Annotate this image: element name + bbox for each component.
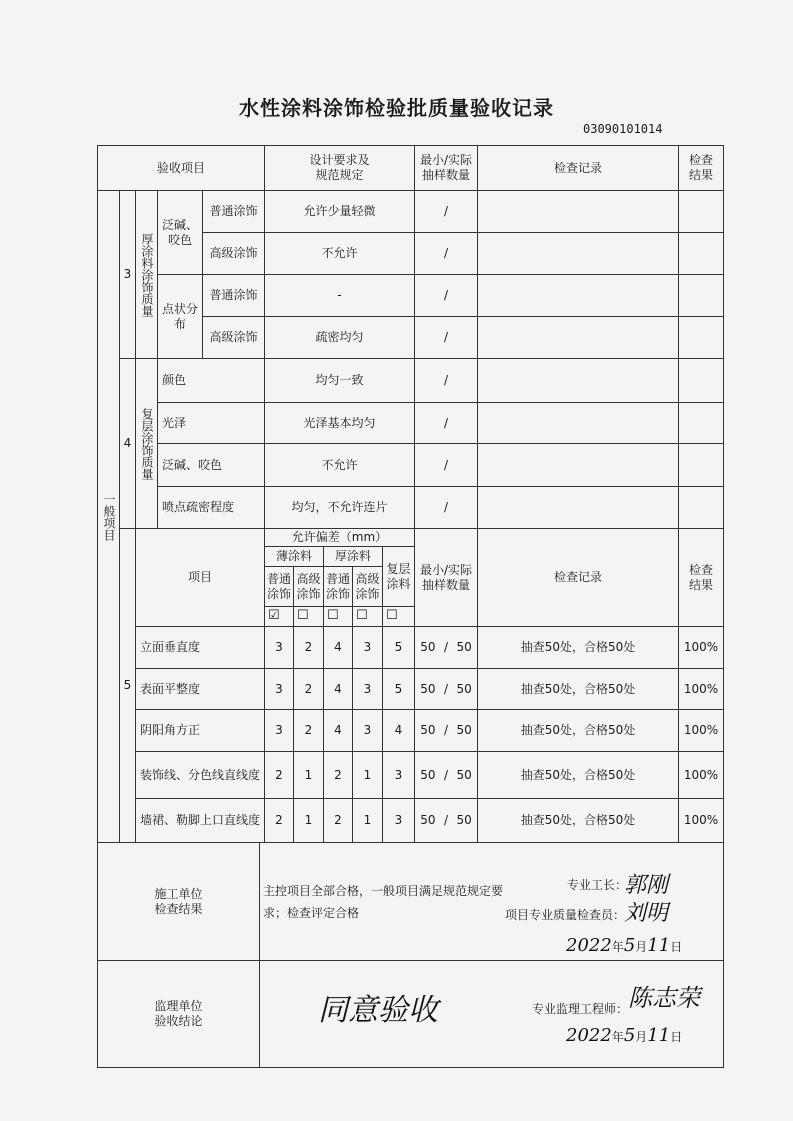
tolerance-value — [382, 798, 415, 843]
tolerance-value-text: 1 — [304, 767, 313, 782]
group4-item — [157, 358, 265, 403]
group3-requirement — [264, 190, 415, 233]
group3-grade — [202, 232, 265, 275]
check-result-text: 100% — [683, 640, 719, 654]
group3-number-text: 3 — [123, 267, 132, 281]
sample-count — [414, 751, 478, 799]
thick-coating-header-text: 厚涂料 — [334, 549, 371, 563]
construction-text: 主控项目全部合格，一般项目满足规范规定要求；检查评定合格 — [263, 884, 504, 920]
tolerance-value-text: 2 — [275, 813, 283, 827]
thin-coating-header-text: 薄涂料 — [275, 549, 312, 563]
tolerance-value-text: 1 — [304, 813, 313, 827]
sample-min: 50 — [420, 723, 436, 737]
tolerance-value — [264, 668, 294, 710]
tolerance-value-text: 3 — [363, 681, 372, 696]
check-record — [477, 626, 679, 669]
check-record — [477, 751, 679, 799]
date-year-unit: 年 — [611, 1030, 624, 1044]
check-result-text: 100% — [683, 813, 719, 827]
inspector-label: 项目专业质量检查员： — [505, 908, 626, 922]
tolerance-header-text: 允许偏差（mm） — [291, 530, 388, 544]
check-result-text: 100% — [683, 723, 719, 737]
group5-sample-header-text: 最小/实际 抽样数量 — [419, 562, 473, 592]
supervision-signature: 同意验收 — [318, 993, 438, 1028]
group3-grade — [202, 190, 265, 233]
group4-requirement — [264, 402, 415, 444]
coating-subheader — [264, 566, 294, 607]
thick-coating-header — [323, 546, 383, 567]
date-year: 2022 — [566, 1025, 612, 1046]
group4-sample — [414, 402, 478, 444]
sample-sep: / — [443, 640, 448, 654]
sample-sep: / — [443, 813, 448, 827]
date-day: 11 — [647, 1025, 671, 1046]
group3-record — [477, 316, 679, 359]
tolerance-item — [135, 626, 265, 669]
header-result — [678, 145, 724, 191]
group4-result — [678, 358, 724, 403]
tolerance-value-text: 4 — [334, 723, 342, 737]
group4-item — [157, 402, 265, 444]
group3-sample — [414, 274, 478, 317]
coating-checkbox-text: ☑ — [268, 608, 280, 624]
header-record-text: 检查记录 — [553, 160, 602, 175]
engineer-label: 专业监理工程师： — [532, 1002, 629, 1016]
tolerance-value-text: 5 — [394, 681, 403, 696]
tolerance-value-text: 1 — [363, 813, 372, 827]
header-sample — [414, 145, 478, 191]
group3-grade-text: 高级涂饰 — [209, 330, 258, 344]
group3-label-text: 厚涂料涂饰质量 — [140, 232, 154, 317]
tolerance-value-text: 2 — [304, 723, 313, 737]
group4-requirement-text: 不允许 — [321, 457, 358, 472]
tolerance-value — [264, 798, 294, 843]
group4-item-text: 光泽 — [162, 415, 187, 430]
check-record-text: 抽查50处，合格50处 — [520, 813, 636, 827]
tolerance-item-text: 装饰线、分色线直线度 — [140, 767, 261, 782]
header-record — [477, 145, 679, 191]
tolerance-value-text: 2 — [304, 681, 313, 696]
sample-min: 50 — [420, 767, 436, 782]
header-item — [97, 145, 265, 191]
group3-requirement-text: 不允许 — [321, 246, 358, 260]
tolerance-value — [293, 626, 324, 669]
tolerance-value-text: 5 — [394, 640, 403, 654]
check-result — [678, 668, 724, 710]
record-code: 03090101014 — [583, 122, 663, 136]
sample-count — [414, 668, 478, 710]
coating-checkbox[interactable] — [264, 606, 294, 627]
group4-record — [477, 402, 679, 444]
tolerance-item — [135, 798, 265, 843]
group4-record — [477, 486, 679, 529]
group4-record — [477, 443, 679, 487]
tolerance-value-text: 3 — [275, 723, 283, 737]
group4-sample-text: / — [443, 373, 449, 387]
group3-grade — [202, 316, 265, 359]
construction-label — [97, 842, 260, 961]
group3-record — [477, 232, 679, 275]
tolerance-value — [293, 798, 324, 843]
sample-count — [414, 626, 478, 669]
coating-subheader-text: 普通涂饰 — [266, 571, 291, 601]
tolerance-value — [352, 626, 383, 669]
tolerance-header — [264, 528, 415, 547]
tolerance-value-text: 3 — [394, 767, 403, 782]
coating-checkbox-text: ☐ — [386, 608, 398, 624]
construction-date — [566, 935, 682, 956]
group3-grade-text: 普通涂饰 — [209, 288, 258, 302]
group5-record-header-text: 检查记录 — [553, 570, 602, 584]
group3-grade — [202, 274, 265, 317]
date-year: 2022 — [566, 935, 612, 956]
tolerance-value — [352, 751, 383, 799]
coating-subheader — [352, 566, 383, 607]
check-record — [477, 709, 679, 752]
tolerance-value — [264, 751, 294, 799]
date-day-unit: 日 — [670, 1030, 683, 1044]
tolerance-value-text: 4 — [394, 723, 403, 737]
check-record — [477, 668, 679, 710]
coating-checkbox-text: ☐ — [327, 608, 339, 624]
date-month: 5 — [623, 1025, 636, 1046]
sample-min: 50 — [420, 813, 436, 827]
tolerance-value — [293, 751, 324, 799]
sample-act: 50 — [456, 681, 472, 696]
tolerance-item — [135, 709, 265, 752]
coating-checkbox[interactable] — [382, 606, 415, 627]
tolerance-value-text: 2 — [334, 813, 342, 827]
coating-checkbox-text: ☐ — [356, 608, 368, 624]
sample-sep: / — [443, 723, 448, 737]
group5-number-text: 5 — [123, 678, 132, 692]
coating-subheader — [323, 566, 353, 607]
group4-requirement — [264, 443, 415, 487]
header-design — [264, 145, 415, 191]
sample-count — [414, 709, 478, 752]
group3-sample — [414, 316, 478, 359]
group4-label-text: 复层涂饰质量 — [140, 407, 154, 480]
group5-record-header — [477, 528, 679, 627]
inspector-signature: 刘明 — [624, 901, 669, 926]
tolerance-value — [382, 709, 415, 752]
tolerance-value-text: 3 — [275, 640, 283, 654]
group5-result-header — [678, 528, 724, 627]
group4-requirement-text: 光泽基本均匀 — [303, 415, 376, 430]
group4-requirement-text: 均匀，不允许连片 — [291, 500, 388, 514]
group4-requirement — [264, 358, 415, 403]
group3-result — [678, 316, 724, 359]
group4-item-text: 颜色 — [162, 373, 187, 387]
sample-count — [414, 798, 478, 843]
multi-coating-header-text: 复层涂料 — [386, 561, 411, 591]
group4-sample — [414, 358, 478, 403]
tolerance-item-text: 表面平整度 — [140, 681, 201, 696]
tolerance-value — [352, 709, 383, 752]
multi-coating-header — [382, 546, 415, 607]
group4-sample-text: / — [443, 500, 449, 514]
tolerance-value-text: 2 — [334, 767, 342, 782]
header-sample-text: 最小/实际 抽样数量 — [419, 153, 473, 182]
group5-number — [119, 528, 136, 843]
group3-result — [678, 232, 724, 275]
tolerance-value — [293, 668, 324, 710]
sample-min: 50 — [420, 681, 436, 696]
tolerance-value — [382, 668, 415, 710]
group3-sub-spot-distribution-text: 点状分布 — [161, 301, 198, 331]
coating-checkbox[interactable] — [323, 606, 353, 627]
group4-item-text: 泛碱、咬色 — [162, 457, 223, 472]
date-day: 11 — [647, 935, 671, 956]
foreman-label: 专业工长： — [567, 878, 628, 892]
supervision-date — [566, 1025, 682, 1046]
tolerance-value-text: 3 — [394, 813, 403, 827]
group3-sub-efflorescence — [157, 190, 203, 275]
group4-item-text: 喷点疏密程度 — [162, 500, 235, 514]
coating-checkbox-text: ☐ — [297, 608, 309, 624]
group3-requirement-text: - — [337, 288, 342, 302]
tolerance-value-text: 2 — [275, 767, 283, 782]
group5-sample-header — [414, 528, 478, 627]
tolerance-item — [135, 751, 265, 799]
tolerance-value — [323, 751, 353, 799]
group3-sample — [414, 232, 478, 275]
group3-requirement — [264, 274, 415, 317]
group3-sub-spot-distribution — [157, 274, 203, 359]
group3-requirement — [264, 232, 415, 275]
group3-sub-efflorescence-text: 泛碱、咬色 — [161, 217, 198, 247]
group4-number-text: 4 — [123, 436, 132, 450]
tolerance-item — [135, 668, 265, 710]
sample-act: 50 — [456, 640, 472, 654]
check-result — [678, 709, 724, 752]
group3-sample-text: / — [443, 204, 449, 218]
date-day-unit: 日 — [670, 940, 683, 954]
tolerance-value — [323, 668, 353, 710]
group4-record — [477, 358, 679, 403]
group4-number — [119, 358, 136, 529]
group3-sample — [414, 190, 478, 233]
tolerance-value-text: 4 — [334, 640, 342, 654]
group4-result — [678, 486, 724, 529]
sample-sep: / — [443, 681, 448, 696]
group4-sample-text: / — [443, 415, 449, 430]
tolerance-value-text: 2 — [304, 640, 313, 654]
sample-sep: / — [443, 767, 448, 782]
tolerance-value — [323, 798, 353, 843]
group5-result-header-text: 检查 结果 — [688, 562, 713, 592]
group3-result — [678, 274, 724, 317]
group4-sample — [414, 486, 478, 529]
group4-label — [135, 358, 158, 529]
group3-label — [135, 190, 158, 359]
date-month-unit: 月 — [635, 940, 648, 954]
check-result-text: 100% — [683, 767, 719, 782]
group4-requirement — [264, 486, 415, 529]
group3-requirement-text: 允许少量轻微 — [303, 204, 376, 218]
group5-item-header-text: 项目 — [187, 570, 212, 584]
tolerance-value — [352, 668, 383, 710]
date-year-unit: 年 — [611, 940, 624, 954]
page-title: 水性涂料涂饰检验批质量验收记录 — [239, 96, 554, 120]
sample-act: 50 — [456, 723, 472, 737]
group3-result — [678, 190, 724, 233]
tolerance-item-text: 阴阳角方正 — [140, 723, 201, 737]
group3-requirement-text: 疏密均匀 — [315, 330, 364, 344]
sample-min: 50 — [420, 640, 436, 654]
group3-record — [477, 274, 679, 317]
check-result — [678, 751, 724, 799]
check-record-text: 抽查50处，合格50处 — [520, 640, 636, 654]
tolerance-value — [382, 751, 415, 799]
tolerance-value — [293, 709, 324, 752]
check-record — [477, 798, 679, 843]
sample-act: 50 — [456, 813, 472, 827]
group4-requirement-text: 均匀一致 — [315, 373, 364, 387]
group3-record — [477, 190, 679, 233]
tolerance-value-text: 3 — [363, 640, 372, 654]
check-record-text: 抽查50处，合格50处 — [520, 681, 636, 696]
tolerance-value — [264, 626, 294, 669]
group3-sample-text: / — [443, 288, 449, 302]
group3-number — [119, 190, 136, 359]
tolerance-value-text: 3 — [363, 723, 372, 737]
coating-subheader-text: 高级涂饰 — [296, 571, 321, 601]
general-items-label-text: 一般项目 — [102, 492, 116, 541]
tolerance-value — [352, 798, 383, 843]
tolerance-item-text: 立面垂直度 — [140, 640, 201, 654]
check-record-text: 抽查50处，合格50处 — [520, 767, 636, 782]
tolerance-value — [323, 709, 353, 752]
group5-item-header — [135, 528, 265, 627]
group3-grade-text: 普通涂饰 — [209, 204, 258, 218]
coating-subheader — [293, 566, 324, 607]
header-design-text: 设计要求及 规范规定 — [309, 153, 370, 182]
check-result-text: 100% — [683, 681, 719, 696]
group3-sample-text: / — [443, 330, 449, 344]
check-result — [678, 626, 724, 669]
date-month-unit: 月 — [635, 1030, 648, 1044]
coating-checkbox[interactable] — [293, 606, 324, 627]
group3-requirement — [264, 316, 415, 359]
general-items-label — [97, 190, 120, 843]
engineer-signature: 陈志荣 — [628, 984, 700, 1012]
group4-item — [157, 486, 265, 529]
tolerance-value — [323, 626, 353, 669]
group4-result — [678, 443, 724, 487]
supervision-label — [97, 960, 260, 1068]
coating-checkbox[interactable] — [352, 606, 383, 627]
tolerance-value-text: 3 — [275, 681, 283, 696]
tolerance-value-text: 4 — [334, 681, 342, 696]
header-item-text: 验收项目 — [156, 160, 205, 175]
foreman-signature: 郭刚 — [624, 873, 669, 898]
coating-subheader-text: 高级涂饰 — [355, 571, 380, 601]
group4-sample-text: / — [443, 457, 449, 472]
group4-sample — [414, 443, 478, 487]
tolerance-item-text: 墙裙、勒脚上口直线度 — [140, 813, 261, 827]
tolerance-value-text: 1 — [363, 767, 372, 782]
sample-act: 50 — [456, 767, 472, 782]
supervision-label-text: 监理单位 验收结论 — [154, 999, 203, 1028]
date-month: 5 — [623, 935, 636, 956]
group4-item — [157, 443, 265, 487]
header-result-text: 检查 结果 — [688, 153, 713, 182]
tolerance-value — [264, 709, 294, 752]
thin-coating-header — [264, 546, 324, 567]
tolerance-value — [382, 626, 415, 669]
group3-grade-text: 高级涂饰 — [209, 246, 258, 260]
group3-sample-text: / — [443, 246, 449, 260]
check-result — [678, 798, 724, 843]
group4-result — [678, 402, 724, 444]
check-record-text: 抽查50处，合格50处 — [520, 723, 636, 737]
construction-label-text: 施工单位 检查结果 — [154, 886, 203, 916]
coating-subheader-text: 普通涂饰 — [325, 571, 350, 601]
